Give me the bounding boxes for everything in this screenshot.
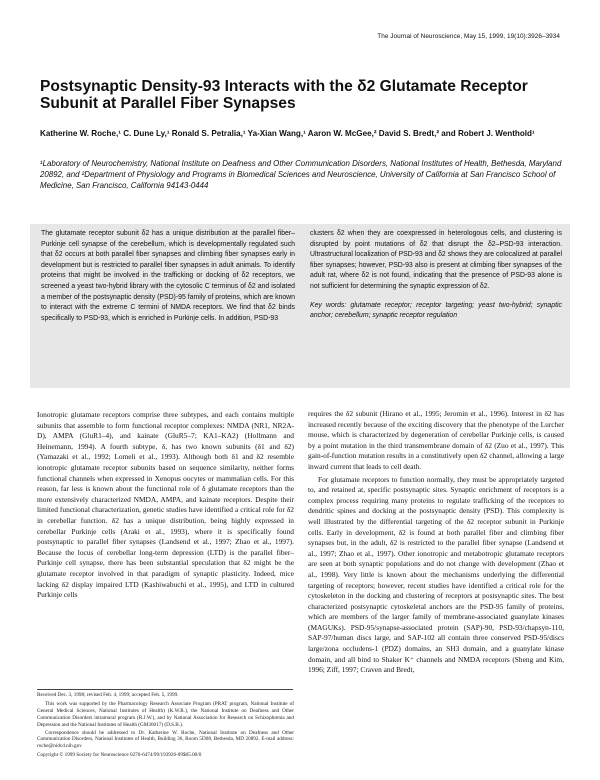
body-paragraph: Ionotropic glutamate receptors comprise three subtypes, and each contains multiple subunits that assemble to form functional receptor complexes: NMDA (NR1, NR2A-D), AMPA (GluR1–4), and kainate (GluR5–7; KA1–KA2) (Hollmann and Heinemann, 1994). A fourth subtype, δ, has two known subunits (δ1 and δ2) (Yamazaki et al., 1992; Lomeli et al., 1993). Although both δ1 and δ2 resemble ionotropic glutamate receptor subunits based on sequence similarity, neither forms functional channels when expressed in Xenopus oocytes or mammalian cells. For this reason, far less is known about the functional role of δ glutamate receptors than the more extensively characterized NMDA, AMPA, and kainate receptors. Despite their limited functional characterization, genetic studies have identified a critical role for δ2 in cerebellar function. δ2 has a unique distribution, being highly expressed in cerebellar Purkinje cells (Araki et al., 1993), where it is specifically found postsynaptic to parallel fiber synapses (Landsend et al., 1997; Zhao et al., 1997). Because the locus of cerebellar long-term depression (LTD) is the parallel fiber–Purkinje cell synapse, there has been substantial speculation that δ2 might be the glutamate receptor involved in that paradigm of synaptic plasticity. Indeed, mice lacking δ2 display impaired LTD (Kashiwabuchi et al., 1995), and LTD in cultured Purkinje cells bbox=[37, 410, 294, 600]
body-paragraph: For glutamate receptors to function normally, they must be appropriately targeted to, and retained at, specific postsynaptic sites. Synaptic enrichment of receptors is a complex process requiring many proteins to regulate trafficking of the receptors to dendritic spines and docking at the postsynaptic density (PSD). This complexity is well illustrated by the differential targeting of the δ2 receptor subunit in Purkinje cells. Early in development, δ2 is found at both parallel fiber and climbing fiber synapses but, in the adult, δ2 is restricted to the parallel fiber synapse (Landsend et al., 1997; Zhao et al., 1997). Other ionotropic and metabotropic glutamate receptors are seen at both synaptic populations and do not change with development (Zhao et al., 1998). Very little is known about the mechanisms underlying the differential targeting of receptors; however, recent studies have identified a critical role for the cytoskeleton in the docking and clustering of receptors at postsynaptic sites. The best characterized postsynaptic cytoskeletal anchors are the PSD-95 family of proteins, which are members of the larger family of membrane-associated guanylate kinases (MAGUKs). PSD-95/synapse-associated protein (SAP)-90, PSD-93/chapsyn-110, SAP-97/human discs large, and SAP-102 all contain three conserved PSD-95/discs large/zona occludens-1 (PDZ) domains, an SH3 domain, and a guanylate kinase domain, and all bind to Shaker K⁺ channels and NMDA receptors (Sheng and Kim, 1996; Ziff, 1997; Craven and Bredt, bbox=[308, 474, 564, 675]
received-dates: Received Dec. 3, 1998; revised Feb. 4, 1999; accepted Feb. 5, 1999. bbox=[37, 692, 179, 698]
author-list: Katherine W. Roche,¹ C. Dune Ly,¹ Ronald S. Petralia,¹ Ya-Xian Wang,¹ Aaron W. McGee,² David S. Bredt,² and Robert J. Wenthold¹ bbox=[40, 129, 535, 138]
running-head: The Journal of Neuroscience, May 15, 1999, 19(10):3926–3934 bbox=[377, 33, 560, 40]
affiliations: ¹Laboratory of Neurochemistry, National Institute on Deafness and Other Communication Disorders, National Institutes of Health, Bethesda, Maryland 20892, and ²Department of Physiology and Programs in Biomedical Sciences and Neuroscience, University of California at San Francisco School of Medicine, San Francisco, California 94143-0444 bbox=[40, 159, 562, 190]
abstract-right-column bbox=[310, 229, 562, 322]
footnotes bbox=[37, 692, 294, 759]
body-paragraph: requires the δ2 subunit (Hirano et al., 1995; Jeromin et al., 1996). Interest in δ2 has increased recently because of the exciting discovery that the phenotype of the Lurcher mouse, which is characterized by degeneration of cerebellar Purkinje cells, is caused by a point mutation in the third transmembrane domain of δ2 (Zuo et al., 1997). This gain-of-function mutation results in a constitutively open δ2 channel, allowing a large inward current that leads to cell death. bbox=[308, 409, 564, 471]
abstract-text-left: The glutamate receptor subunit δ2 has a unique distribution at the parallel fiber–Purkinje cell synapse of the cerebellum, which is developmentally regulated such that δ2 occurs at both parallel fiber synapses and climbing fiber synapses early in development but is restricted to parallel fiber synapses in adult animals. To identify proteins that might be involved in the trafficking or docking of δ2 receptors, we screened a yeast two-hybrid library with the cytosolic C terminus of δ2 and isolated a member of the postsynaptic density (PSD)-95 family of proteins, which are known to interact with the extreme C termini of NMDA receptors. We find that δ2 binds specifically to PSD-93, which is enriched in Purkinje cells. In addition, PSD-93 bbox=[41, 230, 295, 322]
funding-note: This work was supported by the Pharmacology Research Associate Program (PRAT program, National Institute of General Medical Sciences, National Institutes of Health) (K.W.R.), the National Institute on Deafness and Other Communication Disorders intramural program (R.J.W.), and by National Association for Research on Schizophrenia and Depression and the National Institutes of Health (GM36017) (D.S.B.). bbox=[37, 700, 294, 728]
body-column-left bbox=[37, 410, 294, 601]
body-column-right bbox=[308, 409, 564, 676]
article-title: Postsynaptic Density-93 Interacts with the δ2 Glutamate Receptor Subunit at Parallel Fiber Synapses bbox=[40, 78, 528, 112]
abstract-box bbox=[30, 224, 570, 388]
abstract-text-right: clusters δ2 when they are coexpressed in heterologous cells, and clustering is disrupted by point mutations of δ2 that disrupt the δ2–PSD-93 interaction. Ultrastructural localization of PSD-93 and δ2 shows they are colocalized at parallel fiber synapses; however, PSD-93 also is present at climbing fiber synapses of the adult rat, where δ2 is not found, indicating that the presence of PSD-93 alone is not sufficient for determining the synaptic expression of δ2. bbox=[310, 230, 562, 290]
correspondence-note: Correspondence should be addressed to Dr. Katherine W. Roche, National Institute on Deafness and Other Communication Disorders, National Institutes of Health, Building 36, Room 5D08, Bethesda, MD 20892. E-mail address: roche@nidcd.nih.gov bbox=[37, 729, 294, 750]
keywords: Key words: glutamate receptor; receptor targeting; yeast two-hybrid; synaptic anchor; cerebellum; synaptic receptor regulation bbox=[310, 301, 562, 320]
footnote-divider bbox=[37, 689, 293, 690]
copyright-line: Copyright © 1999 Society for Neuroscience 0270-6474/99/193926-09$05.00/0 bbox=[37, 752, 202, 759]
